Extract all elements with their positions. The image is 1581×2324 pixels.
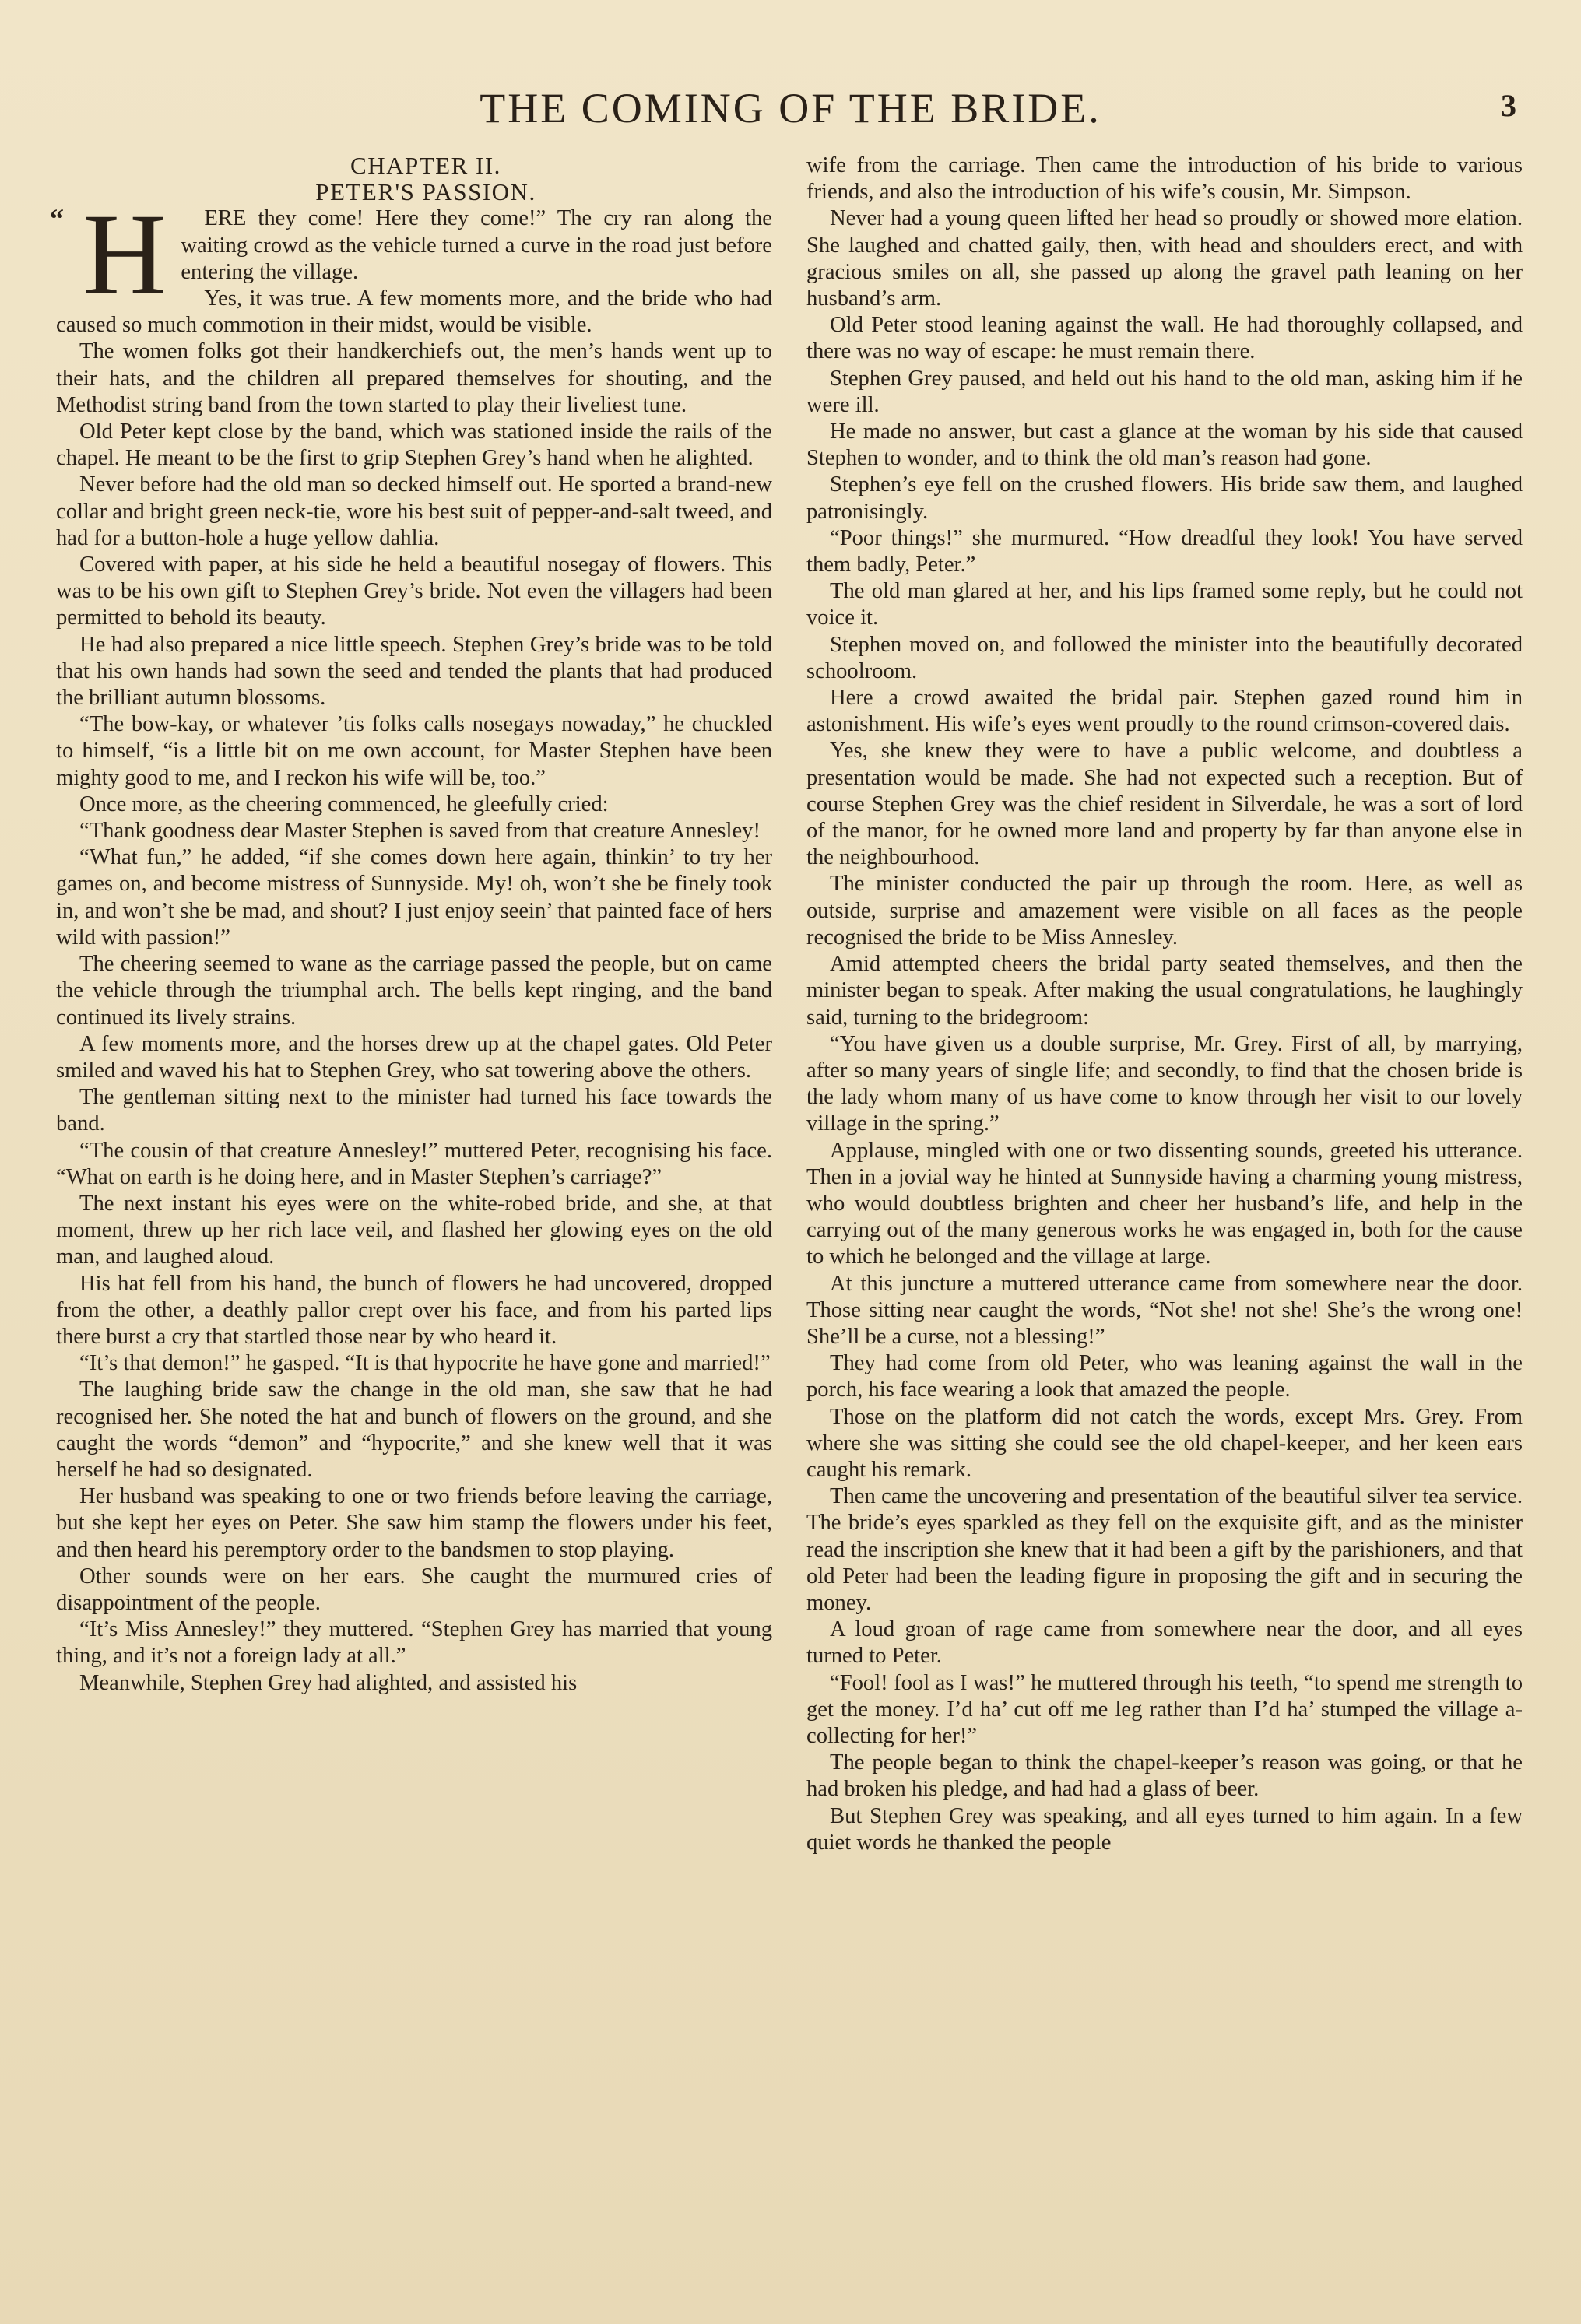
left-column [50,152,772,1697]
paragraph: The minister conducted the pair up through the room. Here, as well as outside, surprise and amazement were visible on all faces as the people recognised the bride to be Miss Annesley. [806,872,1523,950]
running-title: THE COMING OF THE BRIDE. [480,85,1101,132]
paragraph: The old man glared at her, and his lips framed some reply, but he could not voice it. [806,579,1523,630]
paragraph: The people began to think the chapel-keeper’s reason was going, or that he had broken his pledge, and had had a glass of beer. [806,1750,1523,1802]
opening-quote-mark: “ [50,203,64,235]
paragraph: “You have given us a double surprise, Mr. Grey. First of all, by marrying, after so many years of single life; and secondly, to find that the chosen bride is the lady whom many of us have come to know through her visit to our lovely village in the spring.” [806,1031,1523,1136]
paragraph: “The bow-kay, or whatever ’tis folks calls nosegays nowaday,” he chuckled to himself, “is a little bit on me own account, for Master Stephen have been mighty good to me, and I reckon his wife will be, too.” [56,712,772,790]
page-number: 3 [1501,88,1516,123]
chapter-title: PETER'S PASSION. [315,178,536,206]
paragraph: He made no answer, but cast a glance at the woman by his side that caused Stephen to wonder, and to think the old man’s reason had gone. [806,420,1523,471]
drop-cap-letter: H [83,190,167,320]
paragraph: At this juncture a muttered utterance came from somewhere near the door. Those sitting near caught the words, “Not she! not she! She’s the wrong one! She’ll be a curse, not a blessing!” [806,1271,1523,1349]
paragraph: Yes, she knew they were to have a public welcome, and doubtless a presentation would be made. She had not expected such a reception. But of course Stephen Grey was the chief resident in Silverdale, he was a sort of lord of the manor, for he owned more land and property by far than anyone else in the neighbourhood. [806,739,1523,870]
paragraph: Stephen’s eye fell on the crushed flowers. His bride saw them, and laughed patronisingly. [806,472,1523,524]
paragraph: Never before had the old man so decked himself out. He sported a brand-new collar and bright green neck-tie, wore his best suit of pepper-and-salt tweed, and had for a button-hole a huge yellow dahlia. [56,472,772,550]
paragraph: Stephen Grey paused, and held out his hand to the old man, asking him if he were ill. [806,366,1523,417]
paragraph: They had come from old Peter, who was leaning against the wall in the porch, his face wearing a look that amazed the people. [806,1351,1523,1402]
paragraph: He had also prepared a nice little speech. Stephen Grey’s bride was to be told that his own hands had sown the seed and tended the plants that had produced the brilliant autumn blossoms. [56,632,772,711]
paragraph: Once more, as the cheering commenced, he gleefully cried: [79,792,609,816]
paragraph: “The cousin of that creature Annesley!” muttered Peter, recognising his face. “What on earth is he doing here, and in Master Stephen’s carriage?” [56,1138,772,1189]
continued-paragraph: wife from the carriage. Then came the introduction of his bride to various friends, and also the introduction of his wife’s cousin, Mr. Simpson. [806,153,1523,205]
paragraph: “Fool! fool as I was!” he muttered through his teeth, “to spend me strength to get the money. I’d ha’ cut off me leg rather than I’d ha’ stumped the village a-collecting for her!” [806,1670,1523,1748]
paragraph: “Thank goodness dear Master Stephen is saved from that creature Annesley! [79,819,761,844]
paragraph: Yes, it was true. A few moments more, and the bride who had caused so much commotion in their midst, would be visible. [56,286,772,338]
paragraph: “It’s that demon!” he gasped. “It is that hypocrite he have gone and married!” [79,1351,771,1376]
paragraph: The gentleman sitting next to the minister had turned his face towards the band. [56,1085,772,1136]
paragraph: “What fun,” he added, “if she comes down here again, thinkin’ to try her games on, and become mistress of Sunnyside. My! oh, won’t she be finely took in, and won’t she be mad, and shout? I just enjoy seein’ that painted face of hers wild with passion!” [56,845,772,950]
paragraph: The laughing bride saw the change in the old man, she saw that he had recognised her. She noted the hat and bunch of flowers on the ground, and she caught the words “demon” and “hypocrite,” and she knew well that it was herself he had so designated. [56,1378,772,1482]
paragraph: The women folks got their handkerchiefs out, the men’s hands went up to their hats, and the children all prepared themselves for shouting, and the Methodist string band from the town started to play their liveliest tune. [56,339,772,417]
paragraph: Amid attempted cheers the bridal party seated themselves, and then the minister began to speak. After making the usual congratulations, he laughingly said, turning to the bridegroom: [806,952,1523,1030]
opening-paragraph-text: ERE they come! Here they come!” The cry ran along the waiting crowd as the vehicle turned a curve in the road just before entering the village. [181,206,772,284]
paragraph: The next instant his eyes were on the white-robed bride, and she, at that moment, threw up her rich lace veil, and flashed her glowing eyes on the old man, and laughed aloud. [56,1191,772,1269]
right-column-paragraphs [806,205,1523,1856]
paragraph: Old Peter kept close by the band, which was stationed inside the rails of the chapel. He meant to be the first to grip Stephen Grey’s hand when he alighted. [56,420,772,471]
paragraph: Never had a young queen lifted her head so proudly or showed more elation. She laughed and chatted gaily, then, with head and shoulders erect, and with gracious smiles on all, she passed up along the gravel path leaning on her husband’s arm. [806,206,1523,311]
left-column-paragraphs [56,286,772,1697]
paragraph: “It’s Miss Annesley!” they muttered. “Stephen Grey has married that young thing, and it’s not a foreign lady at all.” [56,1617,772,1669]
paragraph: Stephen moved on, and followed the minister into the beautifully decorated schoolroom. [806,632,1523,683]
paragraph: A few moments more, and the horses drew up at the chapel gates. Old Peter smiled and waved his hat to Stephen Grey, who sat towering above the others. [56,1031,772,1083]
paragraph: Covered with paper, at his side he held a beautiful nosegay of flowers. This was to be his own gift to Stephen Grey’s bride. Not even the villagers had been permitted to behold its beauty. [56,553,772,630]
paragraph: Those on the platform did not catch the words, except Mrs. Grey. From where she was sitting she could see the old chapel-keeper, and her keen ears caught his remark. [806,1404,1523,1482]
paragraph: His hat fell from his hand, the bunch of flowers he had uncovered, dropped from the other, a deathly pallor crept over his face, and from his parted lips there burst a cry that startled those near by who heard it. [56,1271,772,1349]
paragraph: A loud groan of rage came from somewhere near the door, and all eyes turned to Peter. [806,1617,1523,1669]
paragraph: Here a crowd awaited the bridal pair. Stephen gazed round him in astonishment. His wife’s eyes went proudly to the round crimson-covered dais. [806,686,1523,737]
paragraph: Her husband was speaking to one or two friends before leaving the carriage, but she kept her eyes on Peter. She saw him stamp the flowers under his feet, and then heard his peremptory order to the bandsmen to stop playing. [56,1484,772,1562]
paragraph: Then came the uncovering and presentation of the beautiful silver tea service. The bride’s eyes sparkled as they fell on the exquisite gift, and as the minister read the inscription she knew that it had been a gift by the parishioners, and that old Peter had been the leading figure in proposing the gift and in securing the money. [806,1484,1523,1615]
paragraph: Applause, mingled with one or two dissenting sounds, greeted his utterance. Then in a jovial way he hinted at Sunnyside having a charming young mistress, who would doubtless brighten and cheer her husband’s life, and help in the carrying out of the many generous works he was engaged in, both for the cause to which he belonged and the village at large. [806,1138,1523,1269]
paragraph: Meanwhile, Stephen Grey had alighted, and assisted his [79,1670,578,1695]
right-column [806,153,1523,1856]
paragraph: But Stephen Grey was speaking, and all eyes turned to him again. In a few quiet words he thanked the people [806,1803,1523,1855]
paragraph: Other sounds were on her ears. She caught the murmured cries of disappointment of the people. [56,1564,772,1615]
chapter-number: CHAPTER II. [350,152,501,179]
paragraph: The cheering seemed to wane as the carriage passed the people, but on came the vehicle through the triumphal arch. The bells kept ringing, and the band continued its lively strains. [56,952,772,1030]
paragraph: “Poor things!” she murmured. “How dreadful they look! You have served them badly, Peter.” [806,525,1523,577]
paragraph: Old Peter stood leaning against the wall. He had thoroughly collapsed, and there was no way of escape: he must remain there. [806,313,1523,364]
